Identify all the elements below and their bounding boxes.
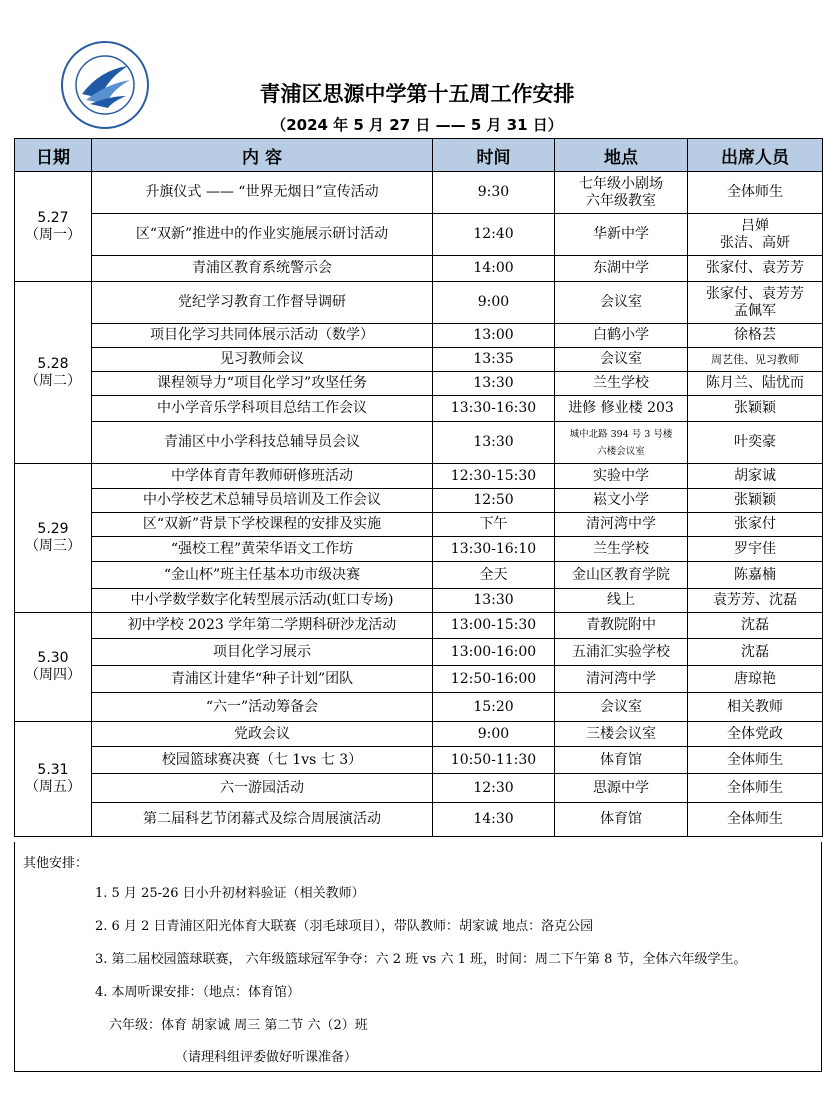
place-cell (555, 693, 688, 722)
date-cell (15, 722, 92, 837)
people-cell-line: 全体党政 (727, 725, 783, 742)
time-cell: 9:00 (433, 282, 555, 324)
place-cell-line: 会议室 (600, 294, 642, 310)
people-cell-line: 张家付、袁芳芳 (706, 260, 804, 276)
date-range: （2024 年 5 月 27 日 —— 5 月 31 日） (271, 116, 563, 134)
people-cell (688, 396, 823, 422)
time-cell: 9:30 (433, 172, 555, 214)
weekday-value: （周三） (25, 538, 81, 554)
table-row (15, 396, 823, 422)
people-cell (688, 589, 823, 613)
content-cell: 区“双新”背景下学校课程的安排及实施 (92, 513, 433, 537)
time-cell: 12:50 (433, 489, 555, 513)
table-row (15, 639, 823, 666)
content-cell: 校园篮球赛决赛（七 1vs 七 3） (92, 747, 433, 774)
people-cell-line: 全体师生 (727, 779, 783, 796)
schedule-body (15, 172, 823, 837)
place-cell-line: 六楼会议室 (597, 445, 645, 457)
table-row (15, 348, 823, 372)
time-cell: 13:30 (433, 372, 555, 396)
time-cell: 12:40 (433, 214, 555, 256)
people-cell-line: 张颖颖 (734, 492, 776, 508)
place-cell-line: 六年级教室 (586, 192, 656, 209)
table-row (15, 693, 823, 722)
time-cell: 13:00-15:30 (433, 613, 555, 639)
people-cell-line: 沈磊 (741, 617, 769, 633)
time-cell: 13:30-16:10 (433, 537, 555, 562)
place-cell (555, 372, 688, 396)
people-cell (688, 639, 823, 666)
time-cell: 13:00 (433, 324, 555, 348)
place-cell (555, 562, 688, 589)
table-row (15, 172, 823, 214)
content-cell: 党政会议 (92, 722, 433, 747)
other-label: 其他安排： (23, 856, 89, 871)
content-cell: 升旗仪式 —— “世界无烟日”宣传活动 (92, 172, 433, 214)
people-cell (688, 324, 823, 348)
people-cell (688, 464, 823, 489)
other-item: 2. 6 月 2 日青浦区阳光体育大联赛（羽毛球项目），带队教师：胡家诚 地点：洛克公园 (95, 919, 594, 934)
time-cell: 13:30 (433, 422, 555, 464)
place-cell-line: 金山区教育学院 (572, 566, 670, 583)
table-row (15, 589, 823, 613)
weekday-value: （周二） (25, 372, 81, 389)
time-cell: 13:30 (433, 589, 555, 613)
people-cell (688, 282, 823, 324)
people-cell-line: 胡家诚 (734, 467, 776, 484)
header-time: 时间 (433, 139, 555, 172)
date-value: 5.30 (37, 650, 69, 666)
date-value: 5.29 (37, 521, 69, 537)
table-row (15, 372, 823, 396)
place-cell-line: 青教院附中 (586, 617, 656, 633)
place-cell-line: 进修 修业楼 203 (568, 400, 674, 416)
people-cell-line: 吕婵 (741, 217, 769, 234)
people-cell-line: 周艺佳、见习教师 (711, 353, 799, 366)
place-cell (555, 774, 688, 803)
time-cell: 14:30 (433, 803, 555, 837)
people-cell (688, 348, 823, 372)
page-title: 青浦区思源中学第十五周工作安排 (259, 82, 575, 106)
listen-class-detail: 六年级：体育 胡家诚 周三 第二节 六（2）班 (109, 1018, 368, 1033)
table-row (15, 422, 823, 464)
people-cell (688, 613, 823, 639)
place-cell (555, 747, 688, 774)
table-row (15, 774, 823, 803)
place-cell (555, 489, 688, 513)
place-cell-line: 会议室 (600, 698, 642, 715)
people-cell (688, 372, 823, 396)
content-cell: 中小学数学数字化转型展示活动(虹口专场) (92, 589, 433, 613)
place-cell (555, 396, 688, 422)
place-cell-line: 白鹤小学 (593, 327, 649, 343)
place-cell-line: 七年级小剧场 (579, 175, 663, 192)
people-cell-line: 罗宇佳 (734, 540, 776, 557)
place-cell (555, 613, 688, 639)
place-cell (555, 324, 688, 348)
content-cell: 项目化学习共同体展示活动（数学） (92, 324, 433, 348)
place-cell (555, 422, 688, 464)
place-cell (555, 639, 688, 666)
people-cell-line: 沈磊 (741, 643, 769, 660)
people-cell-line: 张洁、高妍 (720, 234, 790, 251)
header-row (15, 139, 823, 172)
time-cell: 12:30 (433, 774, 555, 803)
people-cell-line: 唐琼艳 (734, 670, 776, 687)
people-cell (688, 747, 823, 774)
content-cell: 见习教师会议 (92, 348, 433, 372)
place-cell-line: 会议室 (600, 351, 642, 367)
people-cell (688, 422, 823, 464)
place-cell-line: 三楼会议室 (586, 725, 656, 742)
people-cell-line: 相关教师 (727, 698, 783, 715)
place-cell-line: 体育馆 (600, 751, 642, 768)
people-cell-line: 叶奕豪 (734, 434, 776, 450)
people-cell-line: 袁芳芳、沈磊 (713, 592, 797, 608)
other-arrangements (14, 842, 822, 1072)
place-cell (555, 803, 688, 837)
content-cell: 初中学校 2023 学年第二学期科研沙龙活动 (92, 613, 433, 639)
time-cell: 10:50-11:30 (433, 747, 555, 774)
people-cell (688, 803, 823, 837)
people-cell-line: 张颖颖 (734, 400, 776, 416)
listen-class-note: （请理科组评委做好听课准备） (175, 1050, 358, 1065)
header-place: 地点 (555, 139, 688, 172)
people-cell-line: 全体师生 (727, 184, 783, 200)
place-cell (555, 589, 688, 613)
table-row (15, 537, 823, 562)
place-cell (555, 214, 688, 256)
people-cell-line: 全体师生 (727, 751, 783, 768)
people-cell (688, 489, 823, 513)
people-cell (688, 214, 823, 256)
time-cell: 13:30-16:30 (433, 396, 555, 422)
content-cell: 青浦区教育系统警示会 (92, 256, 433, 282)
people-cell (688, 666, 823, 693)
place-cell-line: 东湖中学 (593, 260, 649, 276)
content-cell: “六一”活动筹备会 (92, 693, 433, 722)
table-row (15, 613, 823, 639)
people-cell (688, 693, 823, 722)
people-cell (688, 172, 823, 214)
date-cell (15, 464, 92, 613)
people-cell (688, 513, 823, 537)
date-cell (15, 282, 92, 464)
weekday-value: （周四） (25, 667, 81, 683)
header-content: 内 容 (92, 139, 433, 172)
table-row (15, 803, 823, 837)
table-row (15, 562, 823, 589)
content-cell: “强校工程”黄荣华语文工作坊 (92, 537, 433, 562)
people-cell (688, 562, 823, 589)
place-cell-line: 五浦汇实验学校 (572, 643, 670, 660)
date-cell (15, 613, 92, 722)
time-cell: 15:20 (433, 693, 555, 722)
other-item: 1. 5 月 25-26 日小升初材料验证（相关教师） (95, 886, 365, 901)
weekday-value: （周五） (25, 779, 81, 795)
place-cell (555, 722, 688, 747)
content-cell: 六一游园活动 (92, 774, 433, 803)
time-cell: 9:00 (433, 722, 555, 747)
other-item: 4. 本周听课安排：（地点：体育馆） (95, 985, 301, 1000)
schedule-table (14, 138, 823, 837)
time-cell: 13:00-16:00 (433, 639, 555, 666)
content-cell: 区“双新”推进中的作业实施展示研讨活动 (92, 214, 433, 256)
header-people: 出席人员 (688, 139, 823, 172)
date-cell (15, 172, 92, 282)
content-cell: 青浦区计建华“种子计划”团队 (92, 666, 433, 693)
table-row (15, 666, 823, 693)
weekday-value: （周一） (25, 226, 81, 243)
place-cell (555, 172, 688, 214)
place-cell-line: 兰生学校 (593, 540, 649, 557)
date-value: 5.28 (37, 355, 69, 372)
table-row (15, 722, 823, 747)
table-row (15, 513, 823, 537)
header-date: 日期 (15, 139, 92, 172)
place-cell (555, 282, 688, 324)
place-cell-line: 兰生学校 (593, 375, 649, 391)
place-cell (555, 348, 688, 372)
place-cell-line: 思源中学 (593, 779, 649, 796)
people-cell-line: 陈嘉楠 (734, 566, 776, 583)
time-cell: 12:30-15:30 (433, 464, 555, 489)
content-cell: 青浦区中小学科技总辅导员会议 (92, 422, 433, 464)
place-cell-line: 体育馆 (600, 811, 642, 827)
people-cell-line: 孟佩军 (734, 302, 776, 319)
table-row (15, 747, 823, 774)
people-cell-line: 全体师生 (727, 811, 783, 827)
place-cell-line: 城中北路 394 号 3 号楼 (569, 428, 673, 440)
time-cell: 全天 (433, 562, 555, 589)
content-cell: 中小学校艺术总辅导员培训及工作会议 (92, 489, 433, 513)
time-cell: 12:50-16:00 (433, 666, 555, 693)
content-cell: 党纪学习教育工作督导调研 (92, 282, 433, 324)
time-cell: 13:35 (433, 348, 555, 372)
people-cell (688, 537, 823, 562)
table-row (15, 489, 823, 513)
people-cell (688, 722, 823, 747)
content-cell: 第二届科艺节闭幕式及综合周展演活动 (92, 803, 433, 837)
date-value: 5.31 (37, 762, 69, 778)
place-cell-line: 清河湾中学 (586, 670, 656, 687)
time-cell: 下午 (433, 513, 555, 537)
place-cell (555, 537, 688, 562)
place-cell-line: 崧文小学 (593, 492, 649, 508)
people-cell-line: 徐格芸 (734, 327, 776, 343)
place-cell-line: 华新中学 (593, 226, 649, 242)
people-cell (688, 256, 823, 282)
table-row (15, 282, 823, 324)
place-cell-line: 清河湾中学 (586, 516, 656, 532)
place-cell-line: 实验中学 (593, 467, 649, 484)
people-cell-line: 陈月兰、陆忧而 (706, 375, 804, 391)
table-row (15, 256, 823, 282)
place-cell (555, 666, 688, 693)
table-row (15, 214, 823, 256)
place-cell (555, 464, 688, 489)
content-cell: “金山杯”班主任基本功市级决赛 (92, 562, 433, 589)
people-cell-line: 张家付、袁芳芳 (706, 285, 804, 302)
date-value: 5.27 (37, 209, 69, 226)
content-cell: 中小学音乐学科项目总结工作会议 (92, 396, 433, 422)
place-cell (555, 256, 688, 282)
content-cell: 课程领导力“项目化学习”攻坚任务 (92, 372, 433, 396)
time-cell: 14:00 (433, 256, 555, 282)
table-row (15, 324, 823, 348)
table-row (15, 464, 823, 489)
content-cell: 项目化学习展示 (92, 639, 433, 666)
other-item: 3. 第二届校园篮球联赛， 六年级篮球冠军争夺：六 2 班 vs 六 1 班，时间：周二下午第 8 节，全体六年级学生。 (95, 952, 747, 967)
place-cell (555, 513, 688, 537)
content-cell: 中学体育青年教师研修班活动 (92, 464, 433, 489)
place-cell-line: 线上 (607, 592, 635, 608)
people-cell (688, 774, 823, 803)
people-cell-line: 张家付 (734, 516, 776, 532)
